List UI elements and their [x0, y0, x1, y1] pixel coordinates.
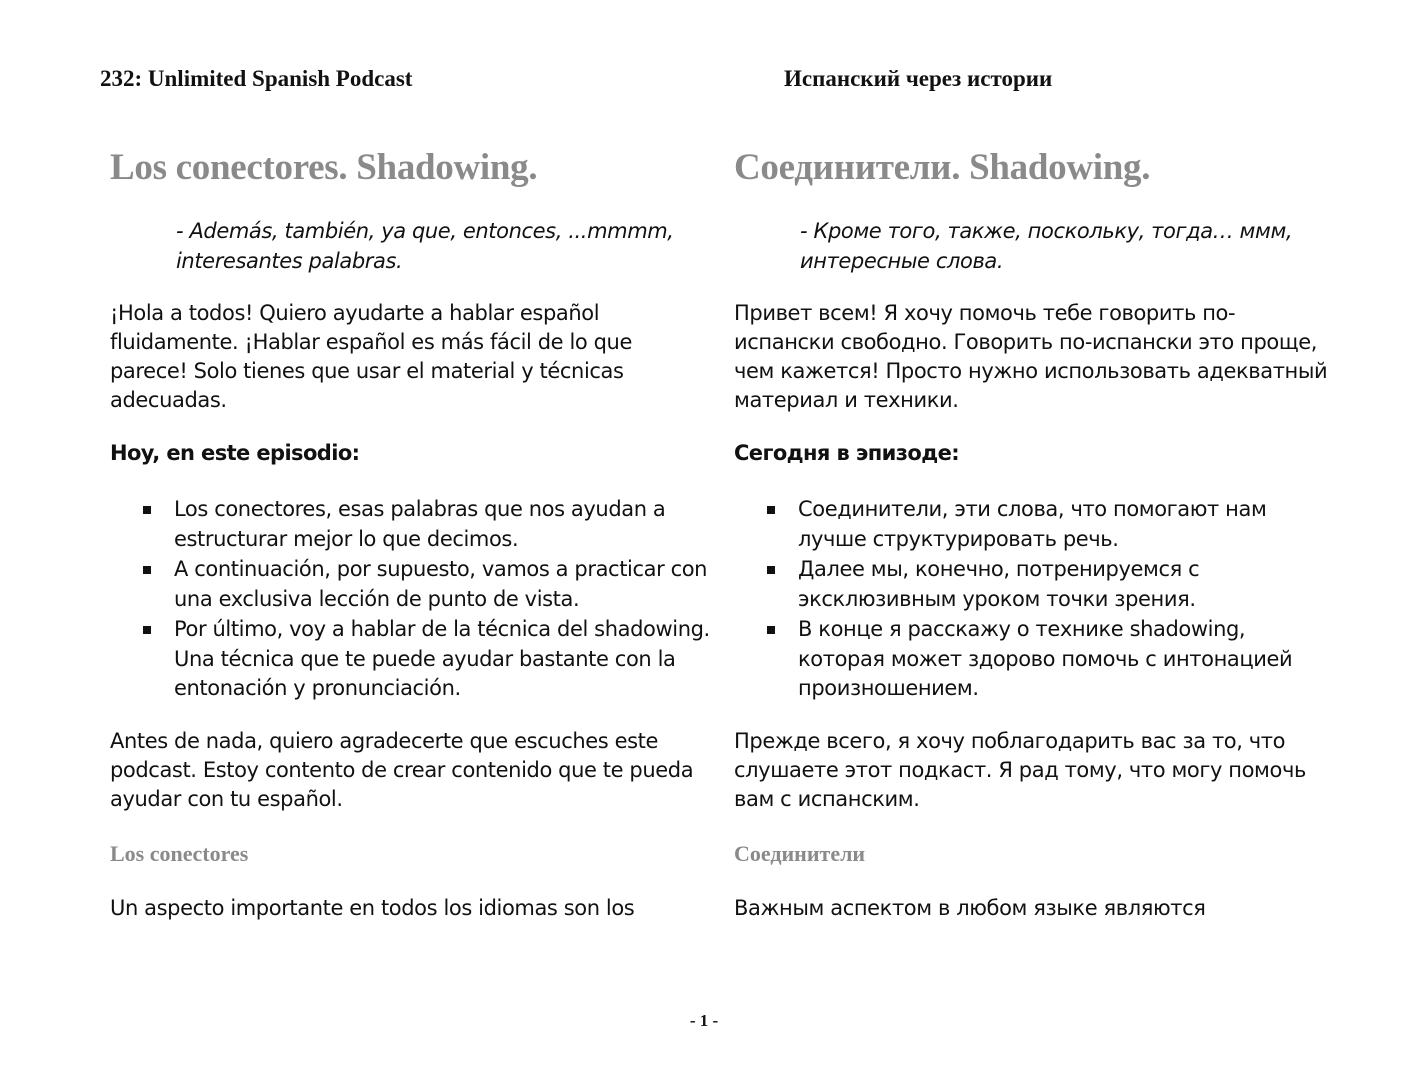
section-heading-russian: Соединители: [734, 841, 866, 866]
thanks-paragraph-spanish: Antes de nada, quiero agradecerte que escuches este podcast. Estoy contento de crear contenido que te pueda ayudar con tu español.: [110, 729, 694, 811]
episode-subheading-russian: Сегодня в эпизоде:: [734, 441, 960, 465]
list-item: [110, 495, 710, 554]
bullet-text: В конце я расскажу о технике shadowing, которая может здорово помочь с интонацией произношением.: [798, 617, 1293, 700]
episode-subheading-spanish: Hoy, en este episodio:: [110, 441, 360, 465]
bullet-text: A continuación, por supuesto, vamos a practicar con una exclusiva lección de punto de vista.: [174, 557, 708, 611]
section-text-russian: Важным аспектом в любом языке являются: [734, 896, 1206, 920]
bullet-text: Por último, voy a hablar de la técnica del shadowing. Una técnica que te puede ayudar bastante con la entonación y pronunciación.: [174, 617, 710, 700]
thanks-paragraph-russian: Прежде всего, я хочу поблагодарить вас за то, что слушаете этот подкаст. Я рад тому, что могу помочь вам с испанским.: [734, 729, 1306, 811]
list-item: [734, 555, 1334, 614]
header-podcast-title: 232: Unlimited Spanish Podcast: [100, 66, 413, 91]
bullet-list-russian: [734, 495, 1334, 705]
square-bullet-icon: [767, 626, 775, 634]
bullet-text: Далее мы, конечно, потренируемся с эксклюзивным уроком точки зрения.: [798, 557, 1200, 611]
square-bullet-icon: [143, 566, 151, 574]
bullet-list-spanish: [110, 495, 710, 705]
page-number: - 1 -: [689, 1011, 719, 1030]
section-text-spanish: Un aspecto importante en todos los idiomas son los: [110, 896, 635, 920]
bullet-text: Соединители, эти слова, что помогают нам лучше структурировать речь.: [798, 497, 1267, 551]
episode-title-russian: Соединители. Shadowing.: [734, 147, 1151, 188]
intro-paragraph-spanish: ¡Hola a todos! Quiero ayudarte a hablar español fluidamente. ¡Hablar español es más fácil de lo que parece! Solo tienes que usar el material y técnicas adecuadas.: [110, 301, 632, 412]
intro-paragraph-russian: Привет всем! Я хочу помочь тебе говорить по-испански свободно. Говорить по-испански это проще, чем кажется! Просто нужно использовать адекватный материал и техники.: [734, 301, 1328, 412]
square-bullet-icon: [143, 506, 151, 514]
quote-spanish: - Además, también, ya que, entonces, ...mmmm, interesantes palabras.: [176, 219, 674, 273]
episode-title-spanish: Los conectores. Shadowing.: [110, 147, 538, 188]
list-item: [110, 555, 710, 614]
bullet-text: Los conectores, esas palabras que nos ayudan a estructurar mejor lo que decimos.: [174, 497, 666, 551]
quote-russian: - Кроме того, также, поскольку, тогда… ммм, интересные слова.: [800, 219, 1293, 273]
list-item: [110, 615, 710, 704]
square-bullet-icon: [143, 626, 151, 634]
section-heading-spanish: Los conectores: [110, 841, 249, 866]
header-series-title: Испанский через истории: [784, 66, 1053, 91]
list-item: [734, 615, 1334, 704]
square-bullet-icon: [767, 506, 775, 514]
list-item: [734, 495, 1334, 554]
square-bullet-icon: [767, 566, 775, 574]
